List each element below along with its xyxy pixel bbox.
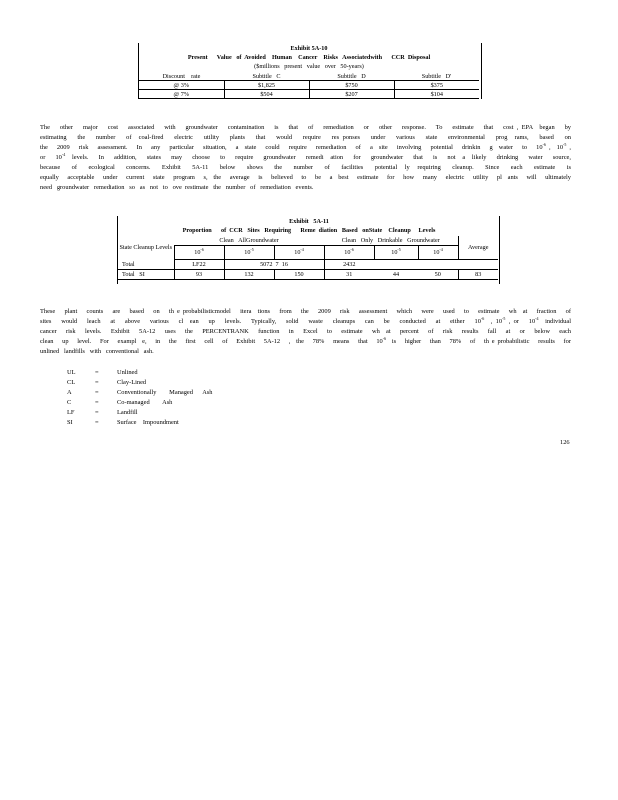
table-cell: LF22 bbox=[174, 260, 224, 270]
table-cell: 132 bbox=[224, 270, 274, 280]
exhibit-10-table bbox=[139, 72, 479, 99]
exhibit-11-level-row bbox=[118, 246, 498, 260]
table-cell: $1,825 bbox=[224, 81, 309, 90]
exponent: -6 bbox=[480, 316, 485, 321]
text-run: equally acceptable under current state program s, the average is believed to be a best estimate for how many electric utility pl ants will ultimately bbox=[40, 174, 571, 181]
exponent: -6 bbox=[542, 142, 546, 147]
level-header: $10^{-6}$ bbox=[324, 246, 374, 260]
abbreviation-meaning: Surface Impoundment bbox=[117, 419, 179, 426]
abbreviation-code: SI bbox=[67, 419, 73, 426]
equals-sign: = bbox=[95, 419, 99, 426]
abbreviation-code: UL bbox=[67, 369, 76, 376]
table-cell: Total SI bbox=[122, 271, 145, 278]
abbreviation-meaning: Co-managed Ash bbox=[117, 399, 173, 406]
equals-sign: = bbox=[95, 369, 99, 376]
text-run: clean up level. For exampl e, in the first cell of Exhibit 5A-12 , the 78% means that 10 bbox=[40, 338, 383, 345]
equals-sign: = bbox=[95, 409, 99, 416]
paragraph-line bbox=[40, 317, 571, 327]
table-cell: Total bbox=[122, 260, 135, 268]
text-run: levels. In addition, states may choose to require groundwater remedi ation for groundwater that is not a likely drinking water source, bbox=[65, 154, 571, 161]
equals-sign: = bbox=[95, 399, 99, 406]
table-cell bbox=[418, 260, 458, 270]
abbreviation-code: CL bbox=[67, 379, 76, 386]
text-run: or 10 bbox=[40, 154, 62, 161]
text-run: These plant counts are based on th e probabilisticmodel itera tions from the 2009 risk assessment which were used to estimate wh at fraction of bbox=[40, 308, 571, 315]
abbreviation-meaning: Landfill bbox=[117, 409, 138, 416]
table-cell: 93 bbox=[174, 270, 224, 280]
abbreviation-meaning: Conventionally Managed Ash bbox=[117, 389, 213, 396]
exponent: -6 bbox=[382, 336, 387, 341]
table-cell: @ 3% bbox=[173, 81, 189, 89]
table-header: Subtitle D' bbox=[421, 72, 452, 80]
paragraph-remediation bbox=[40, 123, 571, 193]
text-run: The other major cost associated with groundwater contamination is that of remediation or other response. To estimate that cost , EPA began by bbox=[40, 124, 571, 131]
text-run: cancer risk levels. Exhibit 5A-12 uses the PERCENTRANK function in Excel to estimate wh at percent of risk results fall at or below each bbox=[40, 328, 571, 335]
table-cell: 44 bbox=[392, 271, 400, 278]
list-item bbox=[67, 419, 327, 429]
paragraph-line bbox=[40, 133, 571, 143]
table-cell: $104 bbox=[394, 90, 479, 99]
text-run: unlined landfills with conventional ash. bbox=[40, 348, 154, 355]
exhibit-10-units: ($millions present value over 50-years) bbox=[254, 63, 364, 70]
table-row bbox=[139, 90, 479, 99]
text-run: because of ecological concerns. Exhibit 5A-11 below shows the number of facilities potential ly requiring cleanup. Since each estimate is bbox=[40, 164, 571, 171]
text-run: individual bbox=[538, 318, 571, 325]
table-cell: 2432 bbox=[324, 260, 374, 270]
row-header: State Cleanup Levels bbox=[119, 243, 173, 251]
abbreviation-list bbox=[67, 369, 327, 433]
table-row bbox=[139, 81, 479, 90]
abbreviation-code: A bbox=[67, 389, 72, 396]
table-cell: 31 bbox=[324, 270, 374, 280]
paragraph-line bbox=[40, 153, 571, 163]
text-run: , or 10 bbox=[505, 318, 536, 325]
paragraph-line bbox=[40, 307, 571, 317]
table-cell: 5072 7 16 bbox=[224, 260, 324, 270]
abbreviation-code: C bbox=[67, 399, 72, 406]
paragraph-line bbox=[40, 163, 571, 173]
level-header: $10^{-5}$ bbox=[224, 246, 274, 260]
table-cell: $504 bbox=[224, 90, 309, 99]
table-cell: @ 7% bbox=[173, 90, 189, 98]
text-run: is higher than 78% of th e probabilistic results for bbox=[386, 338, 571, 345]
paragraph-line bbox=[40, 183, 571, 193]
exponent: -5 bbox=[563, 142, 567, 147]
level-header: $10^{-4}$ bbox=[274, 246, 324, 260]
exhibit-10-subtitle: Present Value of Avoided Human Cancer Risks Associatedwith CCR Disposal bbox=[187, 54, 431, 61]
text-run: , bbox=[566, 144, 572, 151]
exponent: -4 bbox=[61, 152, 66, 157]
text-run: sites would leach at above various cl ean up levels. Typically, solid waste cleanups can be conducted at either 10 bbox=[40, 318, 481, 325]
table-cell: $207 bbox=[309, 90, 394, 99]
level-header: $10^{-5}$ bbox=[374, 246, 418, 260]
exponent: -5 bbox=[502, 316, 506, 321]
table-cell: 83 bbox=[458, 270, 498, 280]
exhibit-11-group-row bbox=[118, 236, 498, 246]
table-cell: 50 bbox=[434, 271, 441, 278]
group-header-drinkable: Clean Only Drinkable Groundwater bbox=[324, 236, 458, 246]
average-label: Average bbox=[468, 244, 489, 251]
list-item bbox=[67, 399, 327, 409]
paragraph-line bbox=[40, 173, 571, 183]
level-header: $10^{-6}$ bbox=[174, 246, 224, 260]
list-item bbox=[67, 379, 327, 389]
page-number: 126 bbox=[560, 439, 570, 446]
text-run: , 10 bbox=[545, 144, 564, 151]
table-header: Subtitle D bbox=[337, 72, 366, 80]
exhibit-11-table bbox=[118, 236, 498, 280]
list-item bbox=[67, 389, 327, 399]
abbreviation-code: LF bbox=[67, 409, 75, 416]
paragraph-plant-counts bbox=[40, 307, 571, 357]
table-row bbox=[118, 270, 498, 280]
exhibit-10-header-row bbox=[139, 72, 479, 81]
abbreviation-meaning: Clay-Lined bbox=[117, 379, 147, 386]
paragraph-line bbox=[40, 123, 571, 133]
abbreviation-meaning: Unlined bbox=[117, 369, 138, 376]
table-header: Subtitle C bbox=[252, 72, 281, 80]
text-run: , 10 bbox=[484, 318, 503, 325]
table-cell: $375 bbox=[394, 81, 479, 90]
paragraph-line bbox=[40, 143, 571, 153]
paragraph-line bbox=[40, 347, 571, 357]
exhibit-11-subtitle: Proportion of CCR Sites Requiring Reme diation Based onState Cleanup Levels bbox=[182, 227, 436, 234]
list-item bbox=[67, 369, 327, 379]
exhibit-10-title: Exhibit 5A-10 bbox=[290, 45, 328, 52]
table-header: Discount rate bbox=[162, 72, 201, 80]
paragraph-line bbox=[40, 327, 571, 337]
text-run: estimating the number of coal-fired electric utility plants that would require res ponses under various state environmental prog rams, based on bbox=[40, 134, 571, 141]
paragraph-line bbox=[40, 337, 571, 347]
text-run: the 2009 risk assessment. In any particular situation, a state could require remediation of a site involving potential drinkin g water to 10 bbox=[40, 144, 543, 151]
exponent: -4 bbox=[535, 316, 539, 321]
exhibit-11-title: Exhibit 5A-11 bbox=[289, 218, 329, 225]
table-cell: $750 bbox=[309, 81, 394, 90]
level-header: $10^{-4}$ bbox=[418, 246, 458, 260]
equals-sign: = bbox=[95, 379, 99, 386]
group-header-all: Clean AllGroundwater bbox=[174, 236, 324, 246]
table-cell bbox=[458, 260, 498, 270]
list-item bbox=[67, 409, 327, 419]
equals-sign: = bbox=[95, 389, 99, 396]
text-run: need groundwater remediation so as not to ove restimate the number of remediation events. bbox=[40, 184, 314, 191]
table-row bbox=[118, 260, 498, 270]
average-header bbox=[458, 236, 498, 260]
table-cell bbox=[374, 260, 418, 270]
table-cell: 150 bbox=[274, 270, 324, 280]
